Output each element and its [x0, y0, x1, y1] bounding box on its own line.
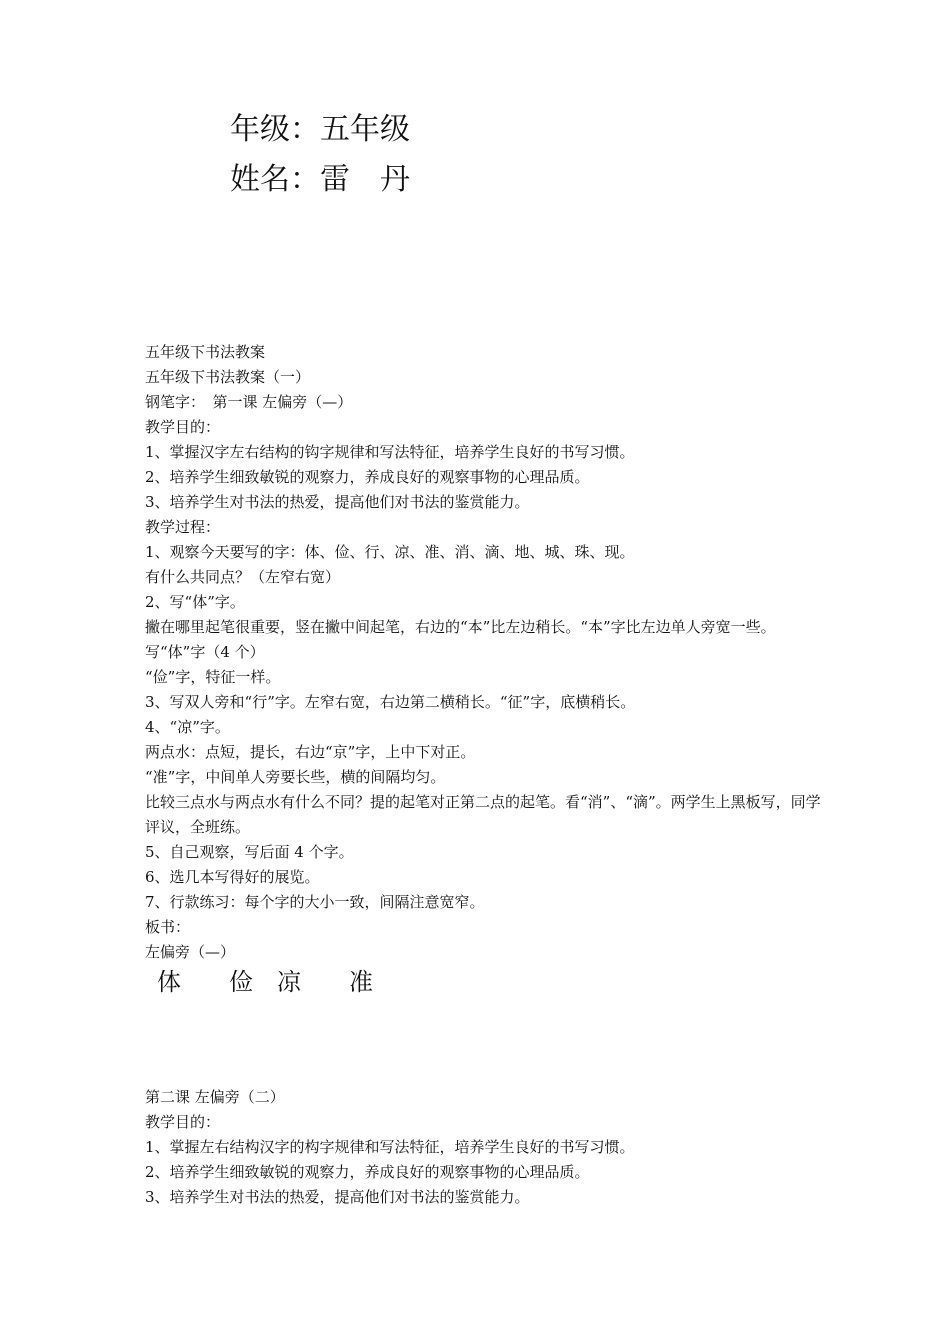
goal-item: 3、培养学生对书法的热爱，提高他们对书法的鉴赏能力。	[145, 493, 530, 511]
section-heading-process: 教学过程：	[145, 518, 221, 536]
process-step: 1、观察今天要写的字：体、俭、行、凉、准、消、滴、地、城、珠、现。	[145, 543, 635, 561]
process-note: 比较三点水与两点水有什么不同？提的起笔对正第二点的起笔。看“消”、“滴”。两学生上黑板写，同学评议，全班练。	[145, 793, 821, 836]
process-step: 6、选几本写得好的展览。	[145, 868, 320, 886]
process-note: 有什么共同点？（左窄右宽）	[145, 568, 341, 586]
section-heading-goals: 教学目的：	[145, 418, 221, 436]
grade-line	[230, 110, 410, 150]
process-note: “准”字，中间单人旁要长些，横的间隔均匀。	[145, 768, 446, 786]
lesson-title: 第二课 左偏旁（二）	[145, 1088, 285, 1106]
grade-label: 年级：	[230, 112, 320, 147]
lesson-subtitle: 钢笔字： 第一课 左偏旁（—）	[145, 393, 353, 411]
name-line	[230, 160, 410, 200]
board-heading: 板书：	[145, 918, 191, 936]
goal-item: 3、培养学生对书法的热爱，提高他们对书法的鉴赏能力。	[145, 1188, 530, 1206]
board-title: 左偏旁（—）	[145, 943, 236, 961]
goal-item: 1、掌握汉字左右结构的钩字规律和写法特征，培养学生良好的书写习惯。	[145, 443, 635, 461]
process-step: 2、写“体”字。	[145, 593, 245, 611]
name-label: 姓名：	[230, 162, 320, 197]
process-step: 5、自己观察，写后面 4 个字。	[145, 843, 354, 861]
process-note: 撇在哪里起笔很重要，竖在撇中间起笔，右边的“本”比左边稍长。“本”字比左边单人旁宽一些。写“体”字（4 个）	[145, 618, 776, 661]
process-note: 两点水：点短，提长，右边“京”字，上中下对正。	[145, 743, 476, 761]
section-heading-goals: 教学目的：	[145, 1113, 221, 1131]
lesson-two	[145, 1085, 825, 1210]
goal-item: 1、掌握左右结构汉字的构字规律和写法特征，培养学生良好的书写习惯。	[145, 1138, 635, 1156]
process-step: 3、写双人旁和“行”字。左窄右宽，右边第二横稍长。“征”字，底横稍长。	[145, 693, 636, 711]
process-note: “俭”字，特征一样。	[145, 668, 281, 686]
grade-value: 五年级	[320, 112, 410, 147]
lesson-one	[145, 340, 825, 999]
goal-item: 2、培养学生细致敏锐的观察力，养成良好的观察事物的心理品质。	[145, 1163, 590, 1181]
name-value: 雷 丹	[320, 162, 410, 197]
board-characters: 体 俭 凉 准	[157, 968, 373, 996]
goal-item: 2、培养学生细致敏锐的观察力，养成良好的观察事物的心理品质。	[145, 468, 590, 486]
lesson-title: 五年级下书法教案（一）	[145, 368, 311, 386]
doc-title: 五年级下书法教案	[145, 343, 266, 361]
process-step: 7、行款练习：每个字的大小一致，间隔注意宽窄。	[145, 893, 485, 911]
process-step: 4、“凉”字。	[145, 718, 230, 736]
